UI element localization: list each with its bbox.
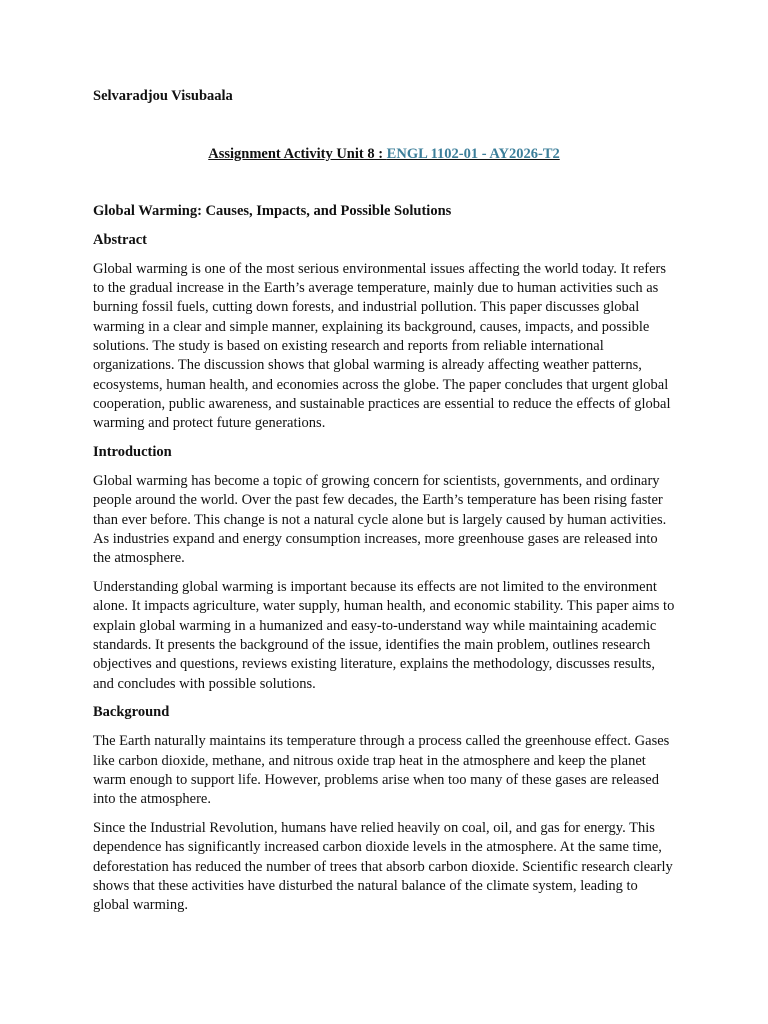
introduction-paragraph-1: Global warming has become a topic of growing concern for scientists, governments, and ordinary people around the world. Over the past few decades, the Earth’s temperature has been rising faster than ever before. This change is not a natural cycle alone but is largely caused by human activities. As industries expand and energy consumption increases, more greenhouse gases are released into the atmosphere.	[93, 472, 667, 567]
assignment-line	[93, 145, 675, 164]
background-paragraph-1: The Earth naturally maintains its temperature through a process called the greenhouse effect. Gases like carbon dioxide, methane, and nitrous oxide trap heat in the atmosphere and keep the planet warm enough to support life. However, problems arise when too many of these gases are released into the atmosphere.	[93, 733, 670, 808]
document-body	[93, 202, 677, 925]
section-heading-introduction: Introduction	[93, 444, 172, 461]
author-name: Selvaradjou Visubaala	[93, 88, 233, 104]
course-link[interactable]: ENGL 1102-01 - AY2026-T2	[386, 146, 560, 162]
background-paragraph-2: Since the Industrial Revolution, humans have relied heavily on coal, oil, and gas for energy. This dependence has significantly increased carbon dioxide levels in the atmosphere. At the same time, deforestation has reduced the number of trees that absorb carbon dioxide. Scientific research clearly shows that these activities have disturbed the natural balance of the climate system, leading to global warming.	[93, 820, 673, 914]
abstract-paragraph: Global warming is one of the most serious environmental issues affecting the world today. It refers to the gradual increase in the Earth’s average temperature, mainly due to human activities such as burning fossil fuels, cutting down forests, and industrial pollution. This paper discusses global warming in a clear and simple manner, explaining its background, causes, impacts, and possible solutions. The study is based on existing research and reports from reliable international organizations. The discussion shows that global warming is already affecting weather patterns, ecosystems, human health, and economies across the globe. The paper concludes that urgent global cooperation, public awareness, and sustainable practices are essential to reduce the effects of global warming and protect future generations.	[93, 260, 671, 432]
assignment-label: Assignment Activity Unit 8 :	[208, 146, 387, 162]
section-heading-background: Background	[93, 704, 170, 721]
section-heading-abstract: Abstract	[93, 231, 147, 248]
introduction-paragraph-2: Understanding global warming is important because its effects are not limited to the environment alone. It impacts agriculture, water supply, human health, and economic stability. This paper aims to explain global warming in a humanized and easy-to-understand way while maintaining academic standards. It presents the background of the issue, identifies the main problem, outlines research objectives and questions, reviews existing literature, explains the methodology, discusses results, and concludes with possible solutions.	[93, 579, 675, 692]
paper-title: Global Warming: Causes, Impacts, and Possible Solutions	[93, 203, 452, 219]
